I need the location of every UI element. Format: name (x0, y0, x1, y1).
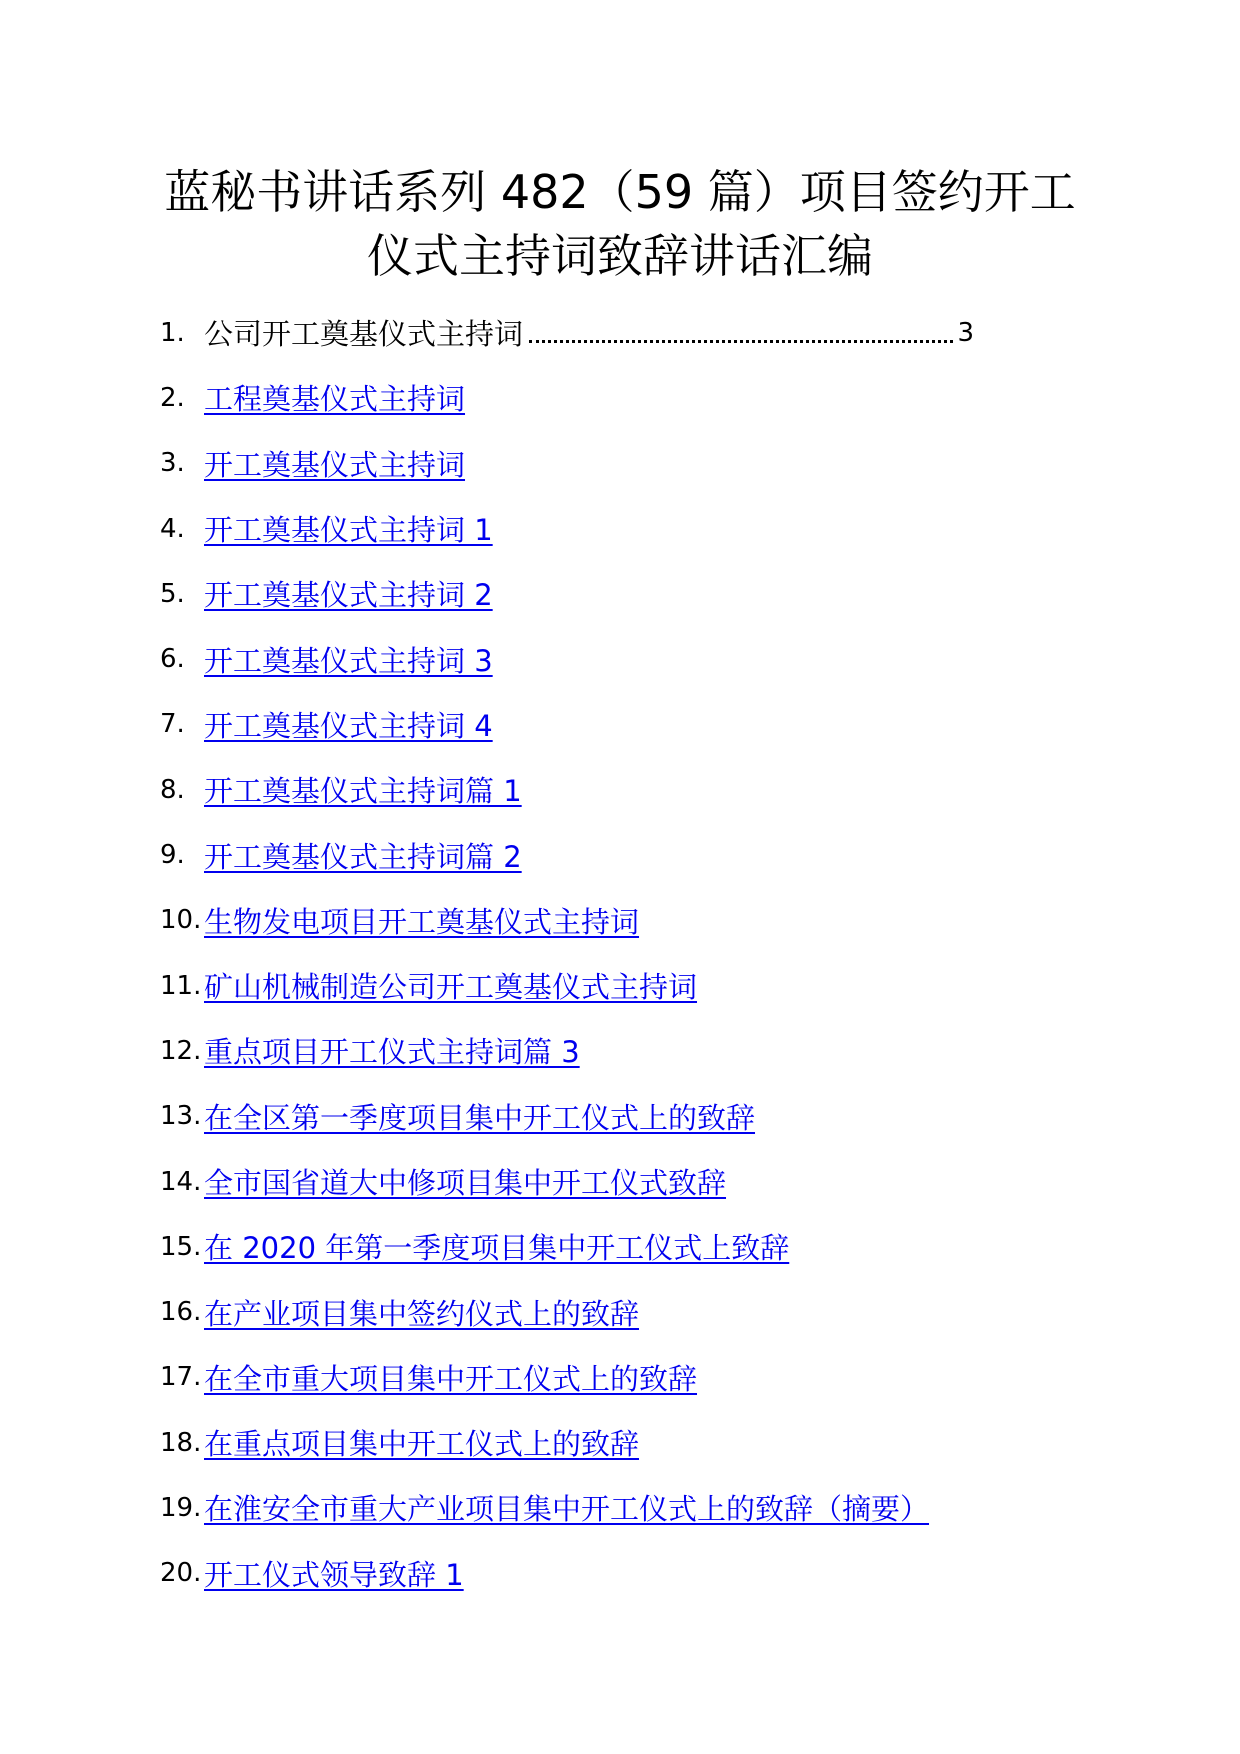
toc-entry (160, 431, 1080, 496)
toc-link[interactable]: 开工奠基仪式主持词 2 (204, 578, 493, 613)
toc-number: 3. (160, 448, 185, 479)
toc-link[interactable]: 开工奠基仪式主持词篇 1 (204, 774, 522, 809)
toc-number: 1. (160, 317, 185, 348)
toc-link[interactable]: 生物发电项目开工奠基仪式主持词 (204, 904, 640, 939)
table-of-contents (160, 300, 1080, 1606)
toc-number: 15. (160, 1231, 202, 1262)
toc-number: 4. (160, 513, 185, 544)
toc-entry (160, 1345, 1080, 1410)
toc-entry (160, 888, 1080, 953)
title-line-2: 仪式主持词致辞讲话汇编 (367, 229, 873, 283)
toc-entry (160, 953, 1080, 1018)
toc-number: 20. (160, 1558, 202, 1589)
toc-entry (160, 1410, 1080, 1475)
toc-entry (160, 1475, 1080, 1540)
toc-link[interactable]: 在重点项目集中开工仪式上的致辞 (204, 1427, 640, 1462)
toc-link[interactable]: 在产业项目集中签约仪式上的致辞 (204, 1296, 640, 1331)
toc-entry (160, 300, 1080, 365)
toc-number: 10. (160, 905, 202, 936)
toc-page-number: 3 (957, 317, 974, 348)
toc-number: 14. (160, 1166, 202, 1197)
toc-link[interactable]: 开工奠基仪式主持词篇 2 (204, 839, 522, 874)
toc-entry (160, 1214, 1080, 1279)
toc-entry (160, 365, 1080, 430)
toc-entry (160, 1149, 1080, 1214)
toc-number: 18. (160, 1427, 202, 1458)
toc-link[interactable]: 全市国省道大中修项目集中开工仪式致辞 (204, 1166, 727, 1200)
toc-number: 5. (160, 578, 185, 609)
toc-number: 8. (160, 774, 185, 805)
toc-link[interactable]: 在全市重大项目集中开工仪式上的致辞 (204, 1361, 698, 1396)
toc-number: 7. (160, 709, 185, 740)
toc-link[interactable]: 开工仪式领导致辞 1 (204, 1557, 464, 1592)
toc-number: 2. (160, 382, 185, 413)
toc-number: 6. (160, 644, 185, 675)
toc-number: 11. (160, 970, 202, 1001)
toc-number: 19. (160, 1492, 202, 1523)
toc-entry-text[interactable]: 公司开工奠基仪式主持词 (204, 317, 524, 352)
toc-link[interactable]: 开工奠基仪式主持词 1 (204, 513, 493, 548)
toc-number: 9. (160, 840, 185, 871)
toc-entry (160, 1084, 1080, 1149)
toc-link[interactable]: 开工奠基仪式主持词 (204, 447, 466, 482)
toc-link[interactable]: 矿山机械制造公司开工奠基仪式主持词 (204, 970, 698, 1005)
toc-link[interactable]: 开工奠基仪式主持词 3 (204, 643, 493, 678)
toc-entry (160, 1541, 1080, 1606)
toc-number: 13. (160, 1101, 202, 1132)
toc-number: 17. (160, 1362, 202, 1393)
toc-entry (160, 692, 1080, 757)
toc-link[interactable]: 在淮安全市重大产业项目集中开工仪式上的致辞（摘要） (204, 1492, 930, 1527)
toc-entry (160, 1279, 1080, 1344)
toc-link[interactable]: 重点项目开工仪式主持词篇 3 (204, 1035, 580, 1070)
dot-leader (529, 322, 953, 343)
toc-link[interactable]: 工程奠基仪式主持词 (204, 382, 466, 417)
document-title (160, 160, 1080, 288)
toc-entry (160, 757, 1080, 822)
title-line-1: 蓝秘书讲话系列 482（59 篇）项目签约开工 (164, 165, 1076, 219)
toc-entry (160, 496, 1080, 561)
toc-link[interactable]: 在全区第一季度项目集中开工仪式上的致辞 (204, 1100, 756, 1135)
toc-entry (160, 561, 1080, 626)
toc-entry (160, 822, 1080, 887)
toc-entry (160, 1018, 1080, 1083)
toc-number: 12. (160, 1035, 202, 1066)
toc-link[interactable]: 在 2020 年第一季度项目集中开工仪式上致辞 (204, 1231, 790, 1266)
toc-link[interactable]: 开工奠基仪式主持词 4 (204, 708, 493, 743)
toc-entry (160, 626, 1080, 691)
toc-number: 16. (160, 1297, 202, 1328)
